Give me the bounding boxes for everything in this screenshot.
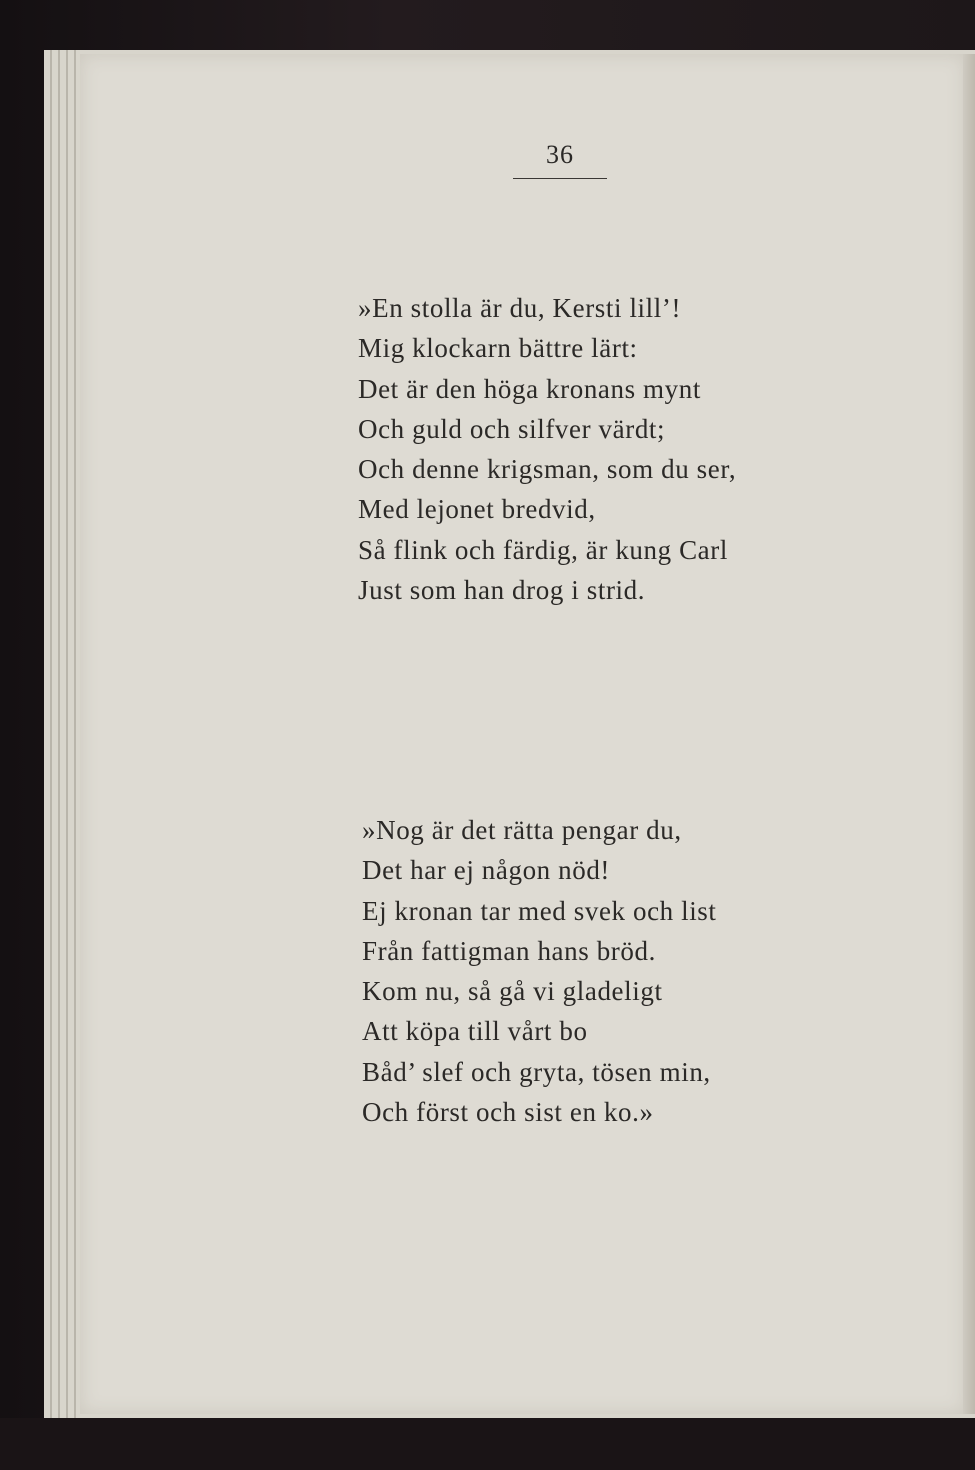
book-page (80, 54, 965, 1414)
page-edge-line (50, 50, 52, 1418)
verse-line: Mig klockarn bättre lärt: (358, 333, 638, 364)
verse-line: Ej kronan tar med svek och list (362, 895, 717, 926)
verse-line: Så flink och färdig, är kung Carl (358, 534, 728, 565)
stanza-1 (358, 288, 736, 610)
page-edge-line (66, 50, 68, 1418)
verse-line: »En stolla är du, Kersti lill’! (358, 293, 682, 323)
verse-line: Båd’ slef och gryta, tösen min, (362, 1056, 711, 1087)
page-number: 36 (546, 140, 574, 169)
page-number-rule (513, 178, 607, 179)
verse-line: Det är den höga kronans mynt (358, 373, 701, 404)
page-edge-line (74, 50, 76, 1418)
verse-line: Det har ej någon nöd! (362, 855, 611, 886)
verse-line: Och först och sist en ko.» (362, 1097, 654, 1128)
verse-line: Från fattigman hans bröd. (362, 935, 656, 966)
verse-line: Med lejonet bredvid, (358, 494, 596, 525)
verse-line: Att köpa till vårt bo (362, 1016, 588, 1047)
verse-line: Just som han drog i strid. (358, 575, 646, 606)
verse-line: Kom nu, så gå vi gladeligt (362, 976, 663, 1007)
verse-line: Och guld och silfver värdt; (358, 413, 666, 444)
page-edge-line (58, 50, 60, 1418)
stanza-2 (362, 810, 717, 1132)
binding-bottom-band (0, 1418, 975, 1470)
verse-line: Och denne krigsman, som du ser, (358, 454, 737, 485)
page-right-edge (963, 54, 975, 1414)
verse-line: »Nog är det rätta pengar du, (362, 815, 682, 845)
